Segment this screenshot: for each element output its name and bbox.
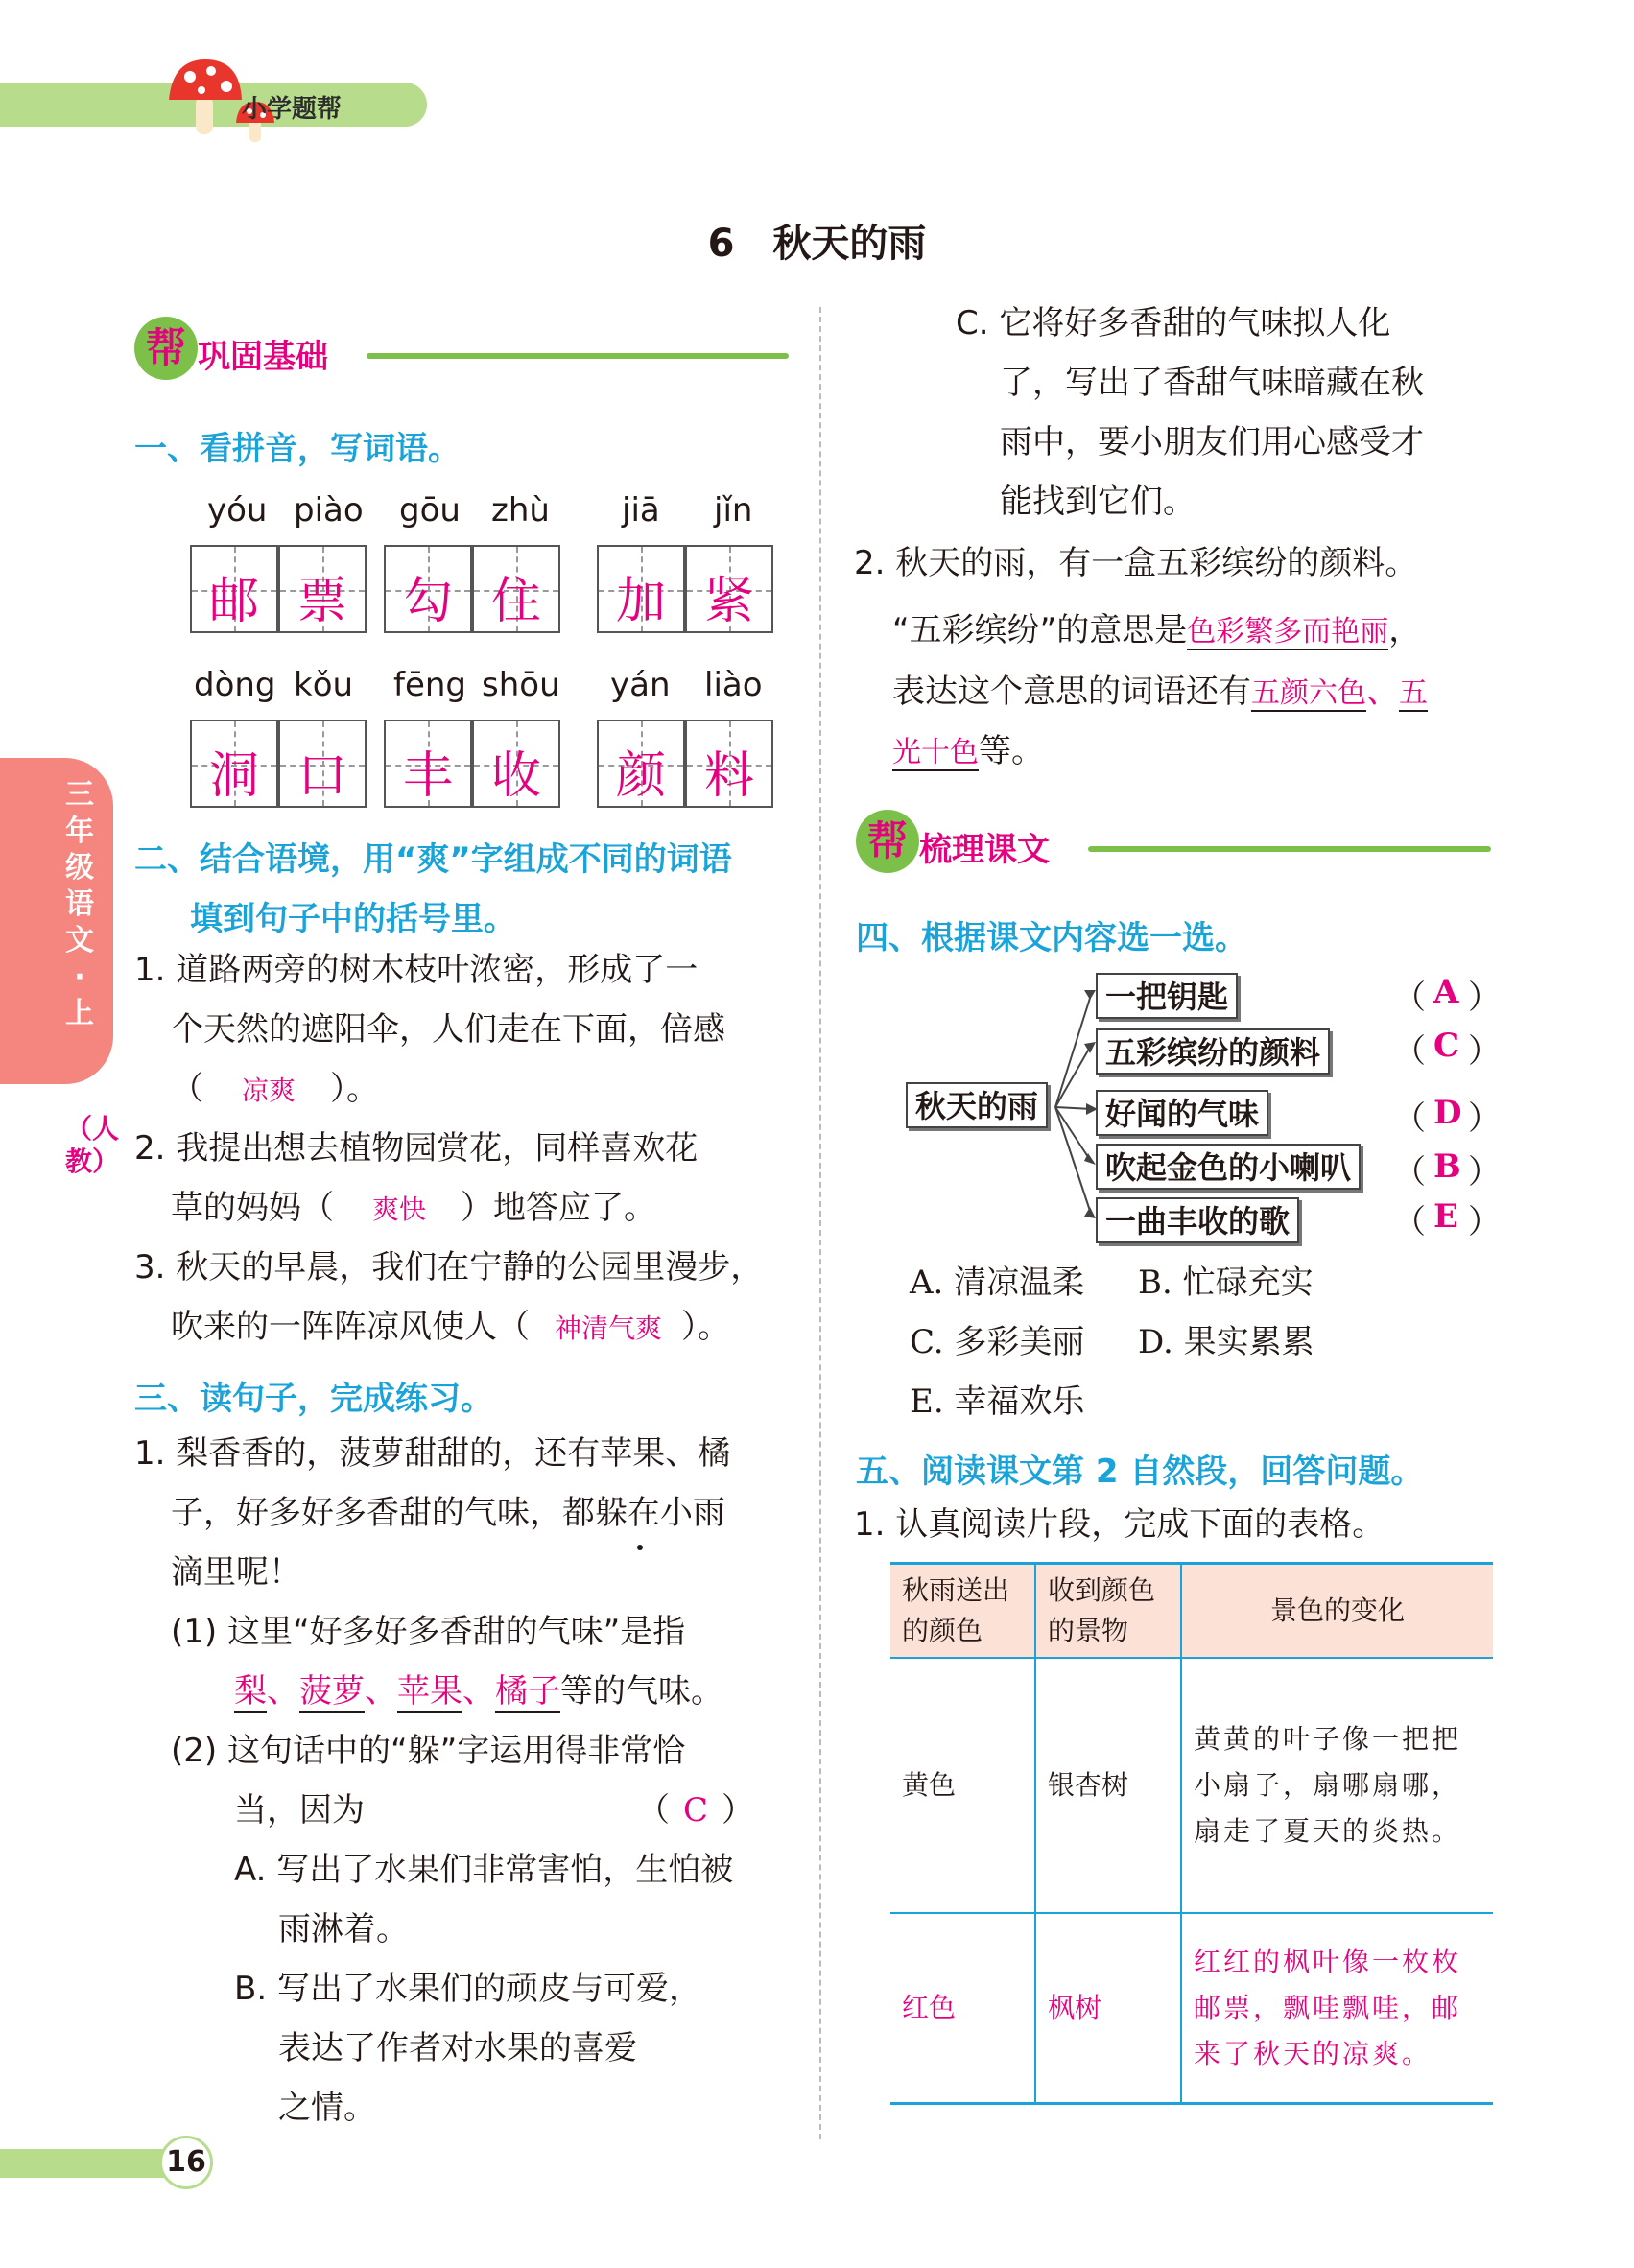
paren-close: ） bbox=[1468, 1099, 1501, 1138]
answer-sep: 、 bbox=[462, 1672, 495, 1711]
q3-passage: 1. 梨香香的，菠萝甜甜的，还有苹果、橘 bbox=[134, 1434, 731, 1473]
q3-sub1: (1) 这里“好多好多香甜的气味”是指 bbox=[171, 1613, 686, 1651]
tree-branch: 一把钥匙 bbox=[1096, 973, 1238, 1019]
paren-open: （ bbox=[1393, 979, 1426, 1017]
char-cell bbox=[278, 720, 367, 808]
item-text: 表达这个意思的词语还有 bbox=[892, 673, 1251, 711]
q3-item2: 2. 秋天的雨，有一盒五彩缤纷的颜料。 bbox=[854, 544, 1418, 582]
q4-option: A. 清凉温柔 bbox=[910, 1264, 1085, 1302]
char-cell bbox=[685, 545, 773, 633]
paren-close: ） bbox=[1468, 1032, 1501, 1071]
answer-text: C bbox=[683, 1791, 709, 1830]
paren-close: ） bbox=[1468, 1153, 1501, 1192]
q2-heading: 二、结合语境，用“爽”字组成不同的词语 bbox=[134, 840, 732, 879]
q4-option: D. 果实累累 bbox=[1138, 1323, 1314, 1361]
pinyin: gōu bbox=[399, 491, 461, 530]
colors-table bbox=[890, 1562, 1493, 2105]
table-cell: 红色 bbox=[890, 1913, 1035, 2103]
q3-passage-end: 滴里呢！ bbox=[171, 1553, 301, 1592]
item-text: ）。 bbox=[681, 1308, 731, 1346]
table-row bbox=[890, 1913, 1493, 2103]
item-text: 草的妈妈（ bbox=[171, 1189, 334, 1227]
pinyin: jiā bbox=[622, 491, 660, 530]
page-number: 16 bbox=[159, 2136, 213, 2189]
banner-line bbox=[1088, 846, 1491, 852]
answer-text: 凉爽 bbox=[242, 1075, 296, 1106]
q2-heading-cont: 填到句子中的括号里。 bbox=[190, 900, 516, 938]
item-text: ）地答应了。 bbox=[461, 1189, 657, 1227]
pinyin: piào bbox=[294, 491, 364, 530]
answer-text: 神清气爽 bbox=[555, 1312, 663, 1344]
q3-heading: 三、读句子，完成练习。 bbox=[134, 1380, 493, 1418]
char-cell bbox=[190, 545, 278, 633]
paren-open: （ bbox=[171, 1070, 203, 1108]
q4-option: E. 幸福欢乐 bbox=[910, 1382, 1085, 1421]
answer-char: 料 bbox=[703, 747, 754, 805]
q2-item2: 2. 我提出想去植物园赏花，同样喜欢花 bbox=[134, 1129, 699, 1168]
answer-char: 口 bbox=[296, 747, 347, 805]
option-c-cont: 雨中，要小朋友们用心感受才 bbox=[1000, 423, 1424, 461]
q3-sub2-blank bbox=[637, 1781, 754, 1840]
q2-item3: 3. 秋天的早晨，我们在宁静的公园里漫步， bbox=[134, 1248, 764, 1287]
table-cell: 黄色 bbox=[890, 1658, 1035, 1913]
paren-close: ）。 bbox=[330, 1070, 380, 1108]
char-cell bbox=[685, 720, 773, 808]
q2-item3-blank bbox=[171, 1297, 730, 1358]
tree-branch: 一曲丰收的歌 bbox=[1096, 1197, 1299, 1243]
item-text: ， bbox=[1388, 611, 1422, 650]
item-text: “五彩缤纷”的意思是 bbox=[892, 611, 1188, 650]
answer-letter: E bbox=[1433, 1197, 1458, 1236]
q4-option: C. 多彩美丽 bbox=[910, 1323, 1085, 1361]
q2-item1-blank bbox=[171, 1059, 379, 1121]
item-text: 吹来的一阵阵凉风使人（ bbox=[171, 1308, 530, 1346]
banner-title: 巩固基础 bbox=[198, 338, 328, 376]
paren-close: ） bbox=[1468, 979, 1501, 1017]
answer-sep: 、 bbox=[1366, 673, 1399, 711]
table-cell: 银杏树 bbox=[1035, 1658, 1181, 1913]
item-text: 等。 bbox=[979, 732, 1044, 770]
brand-name: 小学题帮 bbox=[242, 95, 343, 124]
pinyin: dòng bbox=[194, 666, 276, 704]
table-header-cell: 收到颜色的景物 bbox=[1035, 1564, 1181, 1659]
option-c-cont: 了，写出了香甜气味暗藏在秋 bbox=[1000, 364, 1424, 402]
tree-root: 秋天的雨 bbox=[906, 1082, 1048, 1128]
answer-sep: 、 bbox=[365, 1672, 397, 1711]
paren-close: ） bbox=[1468, 1203, 1501, 1241]
q2-item2-blank bbox=[171, 1178, 656, 1240]
char-cell bbox=[384, 720, 472, 808]
banner-icon: 帮 bbox=[134, 317, 198, 380]
emphasis-dot bbox=[637, 1545, 643, 1550]
section-banner-text bbox=[856, 810, 1508, 877]
pinyin: zhù bbox=[491, 491, 550, 530]
side-tab bbox=[0, 758, 113, 1084]
option-a-cont: 雨淋着。 bbox=[278, 1910, 409, 1949]
paren-open: （ bbox=[1393, 1203, 1426, 1241]
pinyin: liào bbox=[704, 666, 763, 704]
option-c-end: 能找到它们。 bbox=[1000, 483, 1196, 521]
answer-text: 五 bbox=[1399, 676, 1428, 710]
answer-text: 梨 bbox=[234, 1672, 267, 1711]
pinyin: yán bbox=[610, 666, 671, 704]
option-c: C. 它将好多香甜的气味拟人化 bbox=[956, 304, 1391, 343]
answer-letter: B bbox=[1433, 1147, 1461, 1186]
answer-char: 住 bbox=[490, 573, 541, 630]
column-divider bbox=[819, 307, 821, 2139]
section-banner-basics bbox=[134, 317, 787, 384]
option-b: B. 写出了水果们的顽皮与可爱， bbox=[234, 1970, 701, 2008]
answer-text: 橘子 bbox=[495, 1672, 560, 1711]
tree-branch: 好闻的气味 bbox=[1096, 1090, 1268, 1136]
answer-text: 色彩繁多而艳丽 bbox=[1187, 615, 1389, 649]
q1-heading: 一、看拼音，写词语。 bbox=[134, 430, 461, 468]
q3-item2-synonyms bbox=[892, 662, 1428, 723]
table-header-cell: 景色的变化 bbox=[1181, 1564, 1493, 1659]
side-publisher-label: （人教） bbox=[65, 1113, 120, 1177]
q3-passage-cont: 子，好多好多香甜的气味，都躲在小雨 bbox=[171, 1494, 725, 1532]
tree-branch: 吹起金色的小喇叭 bbox=[1096, 1144, 1361, 1190]
q3-sub1-answer bbox=[234, 1662, 723, 1721]
char-cell bbox=[190, 720, 278, 808]
answer-char: 丰 bbox=[402, 747, 453, 805]
pinyin: fēng bbox=[393, 666, 467, 704]
answer-char: 邮 bbox=[208, 573, 259, 630]
banner-title: 梳理课文 bbox=[919, 831, 1050, 869]
banner-line bbox=[367, 353, 789, 359]
table-cell: 枫树 bbox=[1035, 1913, 1181, 2103]
answer-char: 加 bbox=[615, 573, 666, 630]
banner-icon: 帮 bbox=[856, 810, 919, 873]
q5-heading: 五、阅读课文第 2 自然段，回答问题。 bbox=[856, 1453, 1424, 1491]
paren-open: （ bbox=[1393, 1032, 1426, 1071]
char-cell bbox=[472, 545, 560, 633]
lesson-name: 秋天的雨 bbox=[772, 222, 927, 266]
q4-option: B. 忙碌充实 bbox=[1138, 1264, 1314, 1302]
pinyin: kǒu bbox=[294, 666, 354, 704]
option-b-end: 之情。 bbox=[278, 2089, 376, 2127]
tree-branch: 五彩缤纷的颜料 bbox=[1096, 1028, 1330, 1075]
option-b-cont: 表达了作者对水果的喜爱 bbox=[278, 2029, 637, 2067]
pinyin: shōu bbox=[482, 666, 560, 704]
table-cell: 黄黄的叶子像一把把小扇子，扇哪扇哪，扇走了夏天的炎热。 bbox=[1181, 1658, 1493, 1913]
char-cell bbox=[597, 545, 685, 633]
q5-sub: 1. 认真阅读片段，完成下面的表格。 bbox=[854, 1505, 1385, 1544]
answer-text: 五颜六色 bbox=[1251, 676, 1366, 710]
pinyin: jǐn bbox=[714, 491, 753, 530]
answer-text: 苹果 bbox=[397, 1672, 462, 1711]
q2-item1: 1. 道路两旁的树木枝叶浓密，形成了一 bbox=[134, 951, 699, 989]
q3-sub2-cont: 当，因为 bbox=[234, 1791, 365, 1830]
answer-char: 收 bbox=[490, 747, 541, 805]
q4-heading: 四、根据课文内容选一选。 bbox=[856, 919, 1247, 957]
answer-letter: C bbox=[1433, 1027, 1460, 1065]
answer-char: 洞 bbox=[208, 747, 259, 805]
answer-char: 紧 bbox=[703, 573, 754, 630]
answer-letter: D bbox=[1433, 1094, 1462, 1132]
item-text: 等的气味。 bbox=[560, 1672, 723, 1711]
paren-close: ） bbox=[722, 1791, 755, 1830]
answer-sep: 、 bbox=[267, 1672, 299, 1711]
answer-letter: A bbox=[1433, 973, 1459, 1011]
table-header-row bbox=[890, 1564, 1493, 1659]
lesson-title bbox=[0, 213, 1634, 268]
char-cell bbox=[278, 545, 367, 633]
char-cell bbox=[384, 545, 472, 633]
q3-sub2: (2) 这句话中的“躲”字运用得非常恰 bbox=[171, 1732, 686, 1770]
option-a: A. 写出了水果们非常害怕，生怕被 bbox=[234, 1851, 734, 1889]
paren-open: （ bbox=[637, 1791, 670, 1830]
paren-open: （ bbox=[1393, 1099, 1426, 1138]
q3-item2-synonyms-cont bbox=[892, 721, 1044, 783]
table-cell: 红红的枫叶像一枚枚邮票，飘哇飘哇，邮来了秋天的凉爽。 bbox=[1181, 1913, 1493, 2103]
answer-text: 光十色 bbox=[892, 736, 979, 769]
lesson-number: 6 bbox=[707, 222, 735, 266]
answer-char: 勾 bbox=[402, 573, 453, 630]
char-cell bbox=[597, 720, 685, 808]
paren-open: （ bbox=[1393, 1153, 1426, 1192]
table-row bbox=[890, 1658, 1493, 1913]
pinyin: yóu bbox=[207, 491, 268, 530]
answer-text: 爽快 bbox=[372, 1193, 427, 1225]
side-grade-label: 三年级语文·上 bbox=[65, 778, 94, 1030]
footer-bar bbox=[0, 2149, 182, 2178]
answer-text: 菠萝 bbox=[299, 1672, 365, 1711]
answer-char: 颜 bbox=[615, 747, 666, 805]
q2-item1-cont: 个天然的遮阳伞，人们走在下面，倍感 bbox=[171, 1010, 725, 1049]
char-cell bbox=[472, 720, 560, 808]
q3-item2-meaning bbox=[892, 601, 1421, 662]
table-header-cell: 秋雨送出的颜色 bbox=[890, 1564, 1035, 1659]
answer-char: 票 bbox=[296, 573, 347, 630]
